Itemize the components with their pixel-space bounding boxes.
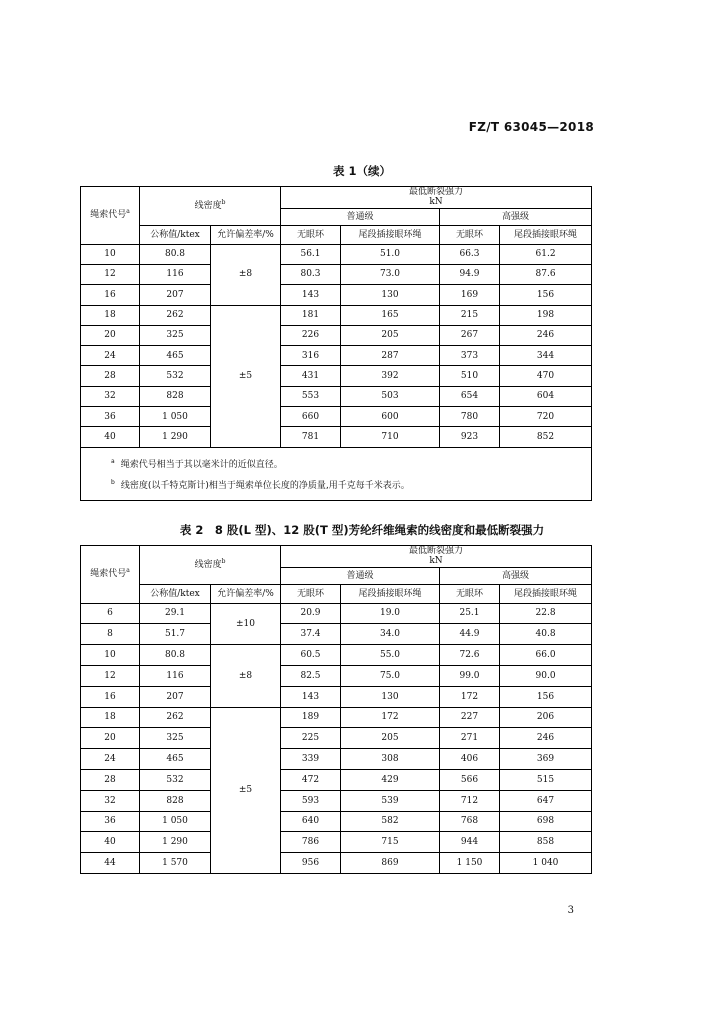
cell-normal-no-eye: 593 [281, 790, 341, 811]
cell-high-no-eye: 99.0 [440, 666, 500, 687]
cell-normal-spliced: 582 [341, 811, 440, 832]
cell-high-no-eye: 566 [440, 770, 500, 791]
cell-tolerance: ±10 [211, 603, 281, 645]
table1-caption: 表 1（续） [332, 164, 391, 178]
table-row [81, 686, 592, 707]
cell-normal-spliced: 55.0 [341, 645, 440, 666]
cell-normal-no-eye: 82.5 [281, 666, 341, 687]
cell-normal-no-eye: 20.9 [281, 603, 341, 624]
cell-normal-spliced: 539 [341, 790, 440, 811]
cell-high-spliced: 90.0 [500, 666, 592, 687]
cell-nominal: 207 [140, 686, 211, 707]
header-grade-normal: 普通级 [281, 208, 440, 225]
cell-high-no-eye: 768 [440, 811, 500, 832]
header-rope-code: 绳索代号$^a$ [81, 546, 140, 604]
cell-normal-spliced: 503 [341, 386, 440, 406]
cell-tolerance: ±8 [211, 645, 281, 707]
cell-nominal: 116 [140, 666, 211, 687]
cell-code: 24 [81, 346, 140, 366]
table-row [81, 285, 592, 305]
cell-normal-no-eye: 431 [281, 366, 341, 386]
header-normal-spliced: 尾段插接眼环绳 [341, 584, 440, 603]
cell-nominal: 207 [140, 285, 211, 305]
cell-code: 20 [81, 728, 140, 749]
table-row [81, 244, 592, 264]
table-row [81, 346, 592, 366]
cell-high-spliced: 369 [500, 749, 592, 770]
cell-code: 10 [81, 645, 140, 666]
cell-nominal: 116 [140, 264, 211, 284]
header-breaking-force: 最低断裂强力 kN [281, 187, 592, 209]
cell-normal-spliced: 172 [341, 707, 440, 728]
cell-code: 10 [81, 244, 140, 264]
cell-normal-no-eye: 181 [281, 305, 341, 325]
cell-normal-spliced: 130 [341, 686, 440, 707]
table-row [81, 603, 592, 624]
cell-nominal: 828 [140, 386, 211, 406]
cell-high-no-eye: 172 [440, 686, 500, 707]
cell-nominal: 465 [140, 749, 211, 770]
cell-high-no-eye: 406 [440, 749, 500, 770]
header-grade-high: 高强级 [440, 208, 592, 225]
cell-normal-spliced: 51.0 [341, 244, 440, 264]
cell-high-no-eye: 267 [440, 325, 500, 345]
cell-code: 40 [81, 427, 140, 447]
page-number: 3 [567, 905, 574, 916]
cell-nominal: 29.1 [140, 603, 211, 624]
cell-nominal: 325 [140, 325, 211, 345]
header-high-spliced: 尾段插接眼环绳 [500, 225, 592, 244]
header-normal-no-eye: 无眼环 [281, 584, 341, 603]
header-high-no-eye: 无眼环 [440, 584, 500, 603]
cell-nominal: 1 570 [140, 853, 211, 874]
cell-code: 20 [81, 325, 140, 345]
cell-nominal: 80.8 [140, 645, 211, 666]
document-code: FZ/T 63045—2018 [468, 120, 594, 134]
cell-normal-spliced: 75.0 [341, 666, 440, 687]
footnote-b: $^b$ 线密度(以千特克斯计)相当于绳索单位长度的净质量,用千克每千米表示。 [111, 478, 410, 491]
header-normal-spliced: 尾段插接眼环绳 [341, 225, 440, 244]
header-nominal: 公称值/ktex [140, 225, 211, 244]
footnote-a: $^a$ 绳索代号相当于其以毫米计的近似直径。 [111, 457, 283, 470]
header-high-no-eye: 无眼环 [440, 225, 500, 244]
cell-code: 18 [81, 707, 140, 728]
table-row [81, 728, 592, 749]
cell-code: 12 [81, 264, 140, 284]
cell-nominal: 325 [140, 728, 211, 749]
cell-normal-spliced: 710 [341, 427, 440, 447]
cell-high-no-eye: 654 [440, 386, 500, 406]
cell-code: 28 [81, 366, 140, 386]
cell-high-no-eye: 25.1 [440, 603, 500, 624]
cell-high-spliced: 61.2 [500, 244, 592, 264]
cell-nominal: 532 [140, 366, 211, 386]
cell-nominal: 532 [140, 770, 211, 791]
cell-code: 32 [81, 386, 140, 406]
cell-normal-spliced: 600 [341, 407, 440, 427]
cell-nominal: 1 290 [140, 832, 211, 853]
cell-normal-spliced: 308 [341, 749, 440, 770]
cell-normal-no-eye: 226 [281, 325, 341, 345]
cell-code: 32 [81, 790, 140, 811]
cell-nominal: 51.7 [140, 624, 211, 645]
cell-normal-no-eye: 143 [281, 686, 341, 707]
cell-normal-no-eye: 553 [281, 386, 341, 406]
table1 [80, 186, 592, 501]
cell-normal-spliced: 73.0 [341, 264, 440, 284]
cell-high-spliced: 66.0 [500, 645, 592, 666]
table-row [81, 305, 592, 325]
cell-tolerance: ±5 [211, 305, 281, 447]
table1-footnotes [81, 447, 592, 500]
header-tolerance: 允许偏差率/% [211, 584, 281, 603]
cell-high-spliced: 246 [500, 728, 592, 749]
cell-high-spliced: 858 [500, 832, 592, 853]
cell-normal-no-eye: 80.3 [281, 264, 341, 284]
table-row [81, 790, 592, 811]
cell-high-spliced: 470 [500, 366, 592, 386]
cell-high-no-eye: 944 [440, 832, 500, 853]
cell-high-spliced: 40.8 [500, 624, 592, 645]
cell-normal-no-eye: 143 [281, 285, 341, 305]
header-nominal: 公称值/ktex [140, 584, 211, 603]
cell-high-spliced: 515 [500, 770, 592, 791]
cell-high-spliced: 344 [500, 346, 592, 366]
cell-tolerance: ±5 [211, 707, 281, 873]
cell-normal-no-eye: 781 [281, 427, 341, 447]
table-row [81, 707, 592, 728]
cell-normal-no-eye: 472 [281, 770, 341, 791]
cell-nominal: 1 290 [140, 427, 211, 447]
cell-nominal: 1 050 [140, 811, 211, 832]
header-tolerance: 允许偏差率/% [211, 225, 281, 244]
cell-code: 44 [81, 853, 140, 874]
cell-normal-no-eye: 660 [281, 407, 341, 427]
cell-high-spliced: 198 [500, 305, 592, 325]
cell-high-spliced: 720 [500, 407, 592, 427]
cell-normal-no-eye: 37.4 [281, 624, 341, 645]
cell-normal-no-eye: 786 [281, 832, 341, 853]
table-row [81, 666, 592, 687]
cell-normal-spliced: 287 [341, 346, 440, 366]
table-row [81, 264, 592, 284]
table2-caption: 表 2 8 股(L 型)、12 股(T 型)芳纶纤维绳索的线密度和最低断裂强力 [179, 523, 545, 537]
cell-high-spliced: 206 [500, 707, 592, 728]
cell-high-spliced: 22.8 [500, 603, 592, 624]
table-row [81, 624, 592, 645]
cell-high-no-eye: 66.3 [440, 244, 500, 264]
cell-normal-spliced: 130 [341, 285, 440, 305]
table-row [81, 749, 592, 770]
cell-normal-spliced: 205 [341, 728, 440, 749]
table-row [81, 325, 592, 345]
cell-high-spliced: 698 [500, 811, 592, 832]
cell-high-spliced: 604 [500, 386, 592, 406]
cell-high-spliced: 87.6 [500, 264, 592, 284]
cell-high-no-eye: 94.9 [440, 264, 500, 284]
cell-normal-no-eye: 640 [281, 811, 341, 832]
cell-code: 16 [81, 285, 140, 305]
cell-normal-no-eye: 225 [281, 728, 341, 749]
header-grade-high: 高强级 [440, 567, 592, 584]
cell-high-no-eye: 227 [440, 707, 500, 728]
table-row [81, 386, 592, 406]
cell-high-no-eye: 72.6 [440, 645, 500, 666]
cell-normal-no-eye: 60.5 [281, 645, 341, 666]
cell-high-spliced: 156 [500, 285, 592, 305]
cell-high-spliced: 1 040 [500, 853, 592, 874]
cell-high-no-eye: 712 [440, 790, 500, 811]
cell-high-spliced: 647 [500, 790, 592, 811]
cell-code: 24 [81, 749, 140, 770]
cell-normal-no-eye: 316 [281, 346, 341, 366]
cell-high-no-eye: 44.9 [440, 624, 500, 645]
table-row [81, 811, 592, 832]
cell-normal-spliced: 34.0 [341, 624, 440, 645]
cell-normal-spliced: 429 [341, 770, 440, 791]
cell-code: 40 [81, 832, 140, 853]
header-linear-density: 线密度$^b$ [140, 187, 281, 226]
cell-normal-spliced: 19.0 [341, 603, 440, 624]
table-row [81, 366, 592, 386]
table-row [81, 407, 592, 427]
header-linear-density: 线密度$^b$ [140, 546, 281, 585]
header-high-spliced: 尾段插接眼环绳 [500, 584, 592, 603]
cell-code: 36 [81, 811, 140, 832]
table-row [81, 853, 592, 874]
table-row [81, 832, 592, 853]
cell-high-spliced: 246 [500, 325, 592, 345]
cell-high-spliced: 852 [500, 427, 592, 447]
table-row [81, 427, 592, 447]
table-row [81, 645, 592, 666]
cell-code: 6 [81, 603, 140, 624]
cell-normal-no-eye: 56.1 [281, 244, 341, 264]
cell-high-no-eye: 1 150 [440, 853, 500, 874]
cell-normal-spliced: 205 [341, 325, 440, 345]
cell-code: 12 [81, 666, 140, 687]
cell-normal-spliced: 715 [341, 832, 440, 853]
cell-nominal: 828 [140, 790, 211, 811]
cell-nominal: 1 050 [140, 407, 211, 427]
cell-nominal: 80.8 [140, 244, 211, 264]
cell-code: 16 [81, 686, 140, 707]
cell-high-no-eye: 215 [440, 305, 500, 325]
cell-tolerance: ±8 [211, 244, 281, 305]
cell-nominal: 465 [140, 346, 211, 366]
cell-high-no-eye: 923 [440, 427, 500, 447]
header-breaking-force: 最低断裂强力 kN [281, 546, 592, 568]
cell-high-spliced: 156 [500, 686, 592, 707]
header-normal-no-eye: 无眼环 [281, 225, 341, 244]
cell-high-no-eye: 373 [440, 346, 500, 366]
cell-normal-no-eye: 189 [281, 707, 341, 728]
cell-code: 28 [81, 770, 140, 791]
cell-high-no-eye: 780 [440, 407, 500, 427]
table-row [81, 770, 592, 791]
cell-normal-spliced: 165 [341, 305, 440, 325]
cell-normal-spliced: 869 [341, 853, 440, 874]
cell-nominal: 262 [140, 707, 211, 728]
cell-high-no-eye: 510 [440, 366, 500, 386]
cell-code: 18 [81, 305, 140, 325]
cell-code: 8 [81, 624, 140, 645]
cell-normal-spliced: 392 [341, 366, 440, 386]
cell-high-no-eye: 169 [440, 285, 500, 305]
cell-code: 36 [81, 407, 140, 427]
cell-high-no-eye: 271 [440, 728, 500, 749]
header-grade-normal: 普通级 [281, 567, 440, 584]
cell-normal-no-eye: 339 [281, 749, 341, 770]
table2 [80, 545, 592, 874]
header-rope-code: 绳索代号$^a$ [81, 187, 140, 245]
cell-nominal: 262 [140, 305, 211, 325]
cell-normal-no-eye: 956 [281, 853, 341, 874]
